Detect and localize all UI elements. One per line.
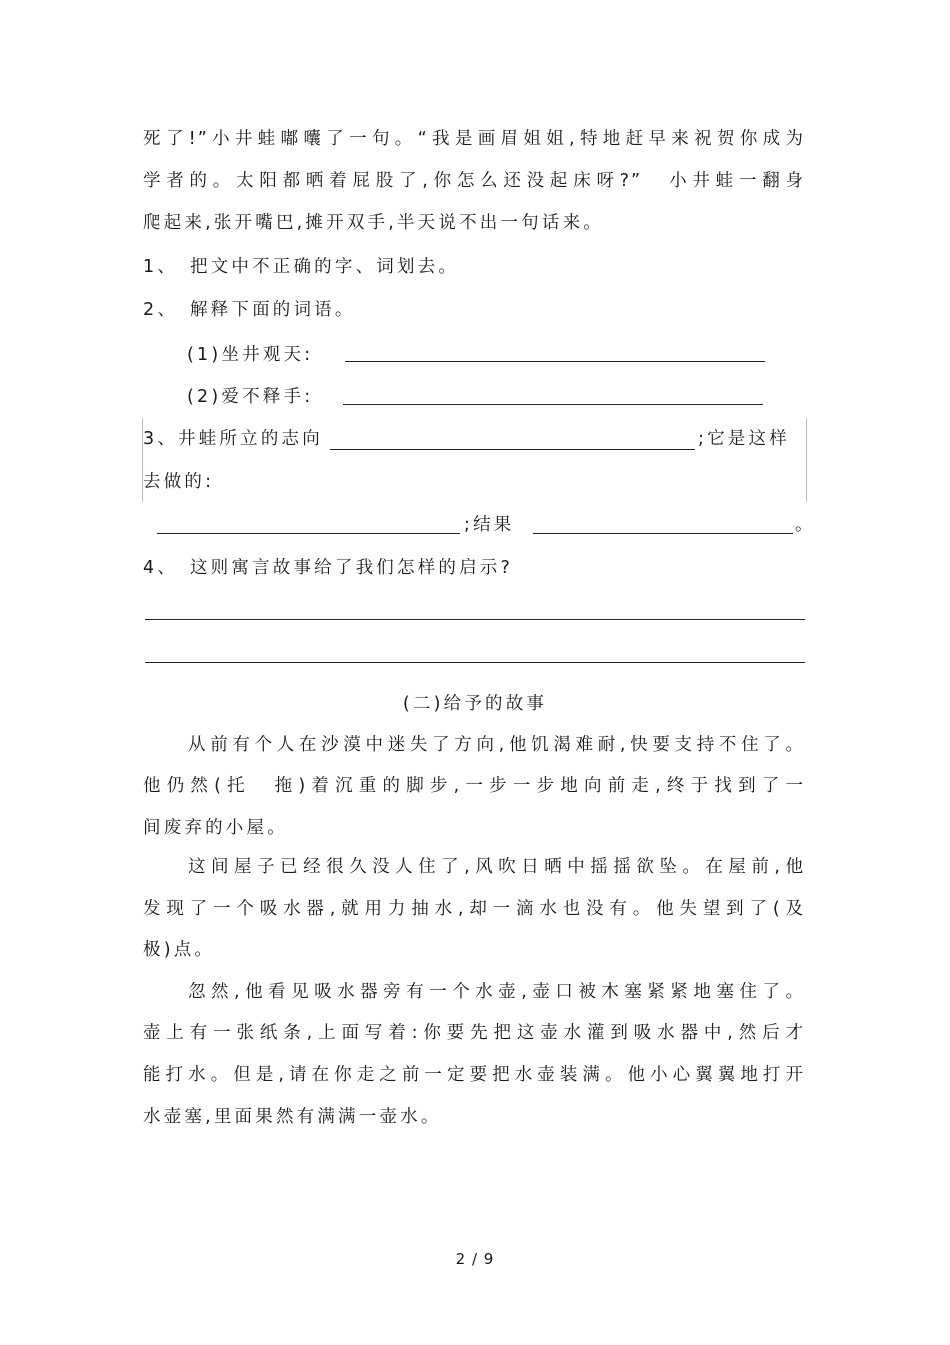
story2-title: (二)给予的故事 [402, 694, 548, 714]
margin-bar-right [806, 418, 807, 502]
question-2: 2、 解释下面的词语。 [143, 300, 356, 320]
question-4: 4、 这则寓言故事给了我们怎样的启示? [143, 558, 513, 578]
page-number: 2 / 9 [455, 1250, 495, 1268]
answer-line-4-2[interactable] [145, 662, 805, 663]
story1-line-2: 学者的。太阳都晒着屁股了,你怎么还没起床呀?” 小井蛙一翻身 [143, 171, 805, 191]
story2-line-4: 这间屋子已经很久没人住了,风吹日晒中摇摇欲坠。在屋前,他 [188, 857, 805, 877]
question-3-part-a: 3、井蛙所立的志向 [143, 429, 323, 449]
story1-line-1: 死了!”小井蛙嘟囔了一句。“我是画眉姐姐,特地赶早来祝贺你成为 [143, 129, 805, 149]
story2-line-1: 从前有个人在沙漠中迷失了方向,他饥渴难耐,快要支持不住了。 [188, 735, 805, 755]
story2-line-5: 发现了一个吸水器,就用力抽水,却一滴水也没有。他失望到了(及 [143, 899, 805, 919]
story2-line-8: 壶上有一张纸条,上面写着:你要先把这壶水灌到吸水器中,然后才 [143, 1023, 805, 1043]
question-1: 1、 把文中不正确的字、词划去。 [143, 257, 460, 277]
answer-line-2-2[interactable] [343, 404, 763, 405]
question-3-part-b: ;它是这样 [698, 429, 790, 449]
story2-line-3: 间废弃的小屋。 [143, 818, 288, 838]
question-3-part-d: ;结果 [464, 515, 515, 535]
answer-line-3-aspiration[interactable] [330, 449, 695, 450]
story2-line-6: 极)点。 [143, 940, 216, 960]
story1-line-3: 爬起来,张开嘴巴,摊开双手,半天说不出一句话来。 [143, 213, 604, 233]
answer-line-3-result[interactable] [533, 533, 793, 534]
story2-line-9: 能打水。但是,请在你走之前一定要把水壶装满。他小心翼翼地打开 [143, 1065, 805, 1085]
question-2-item-1: (1)坐井观天: [187, 345, 314, 365]
answer-line-4-1[interactable] [145, 619, 805, 620]
question-3-part-c: 去做的: [143, 472, 215, 492]
story2-line-2: 他仍然(托 拖)着沉重的脚步,一步一步地向前走,终于找到了一 [143, 776, 805, 796]
question-3-end: 。 [795, 515, 816, 535]
story2-line-7: 忽然,他看见吸水器旁有一个水壶,壶口被木塞紧紧地塞住了。 [188, 982, 805, 1002]
story2-line-10: 水壶塞,里面果然有满满一壶水。 [143, 1107, 442, 1127]
question-2-item-2: (2)爱不释手: [187, 387, 314, 407]
answer-line-3-method[interactable] [157, 533, 460, 534]
answer-line-2-1[interactable] [345, 361, 765, 362]
